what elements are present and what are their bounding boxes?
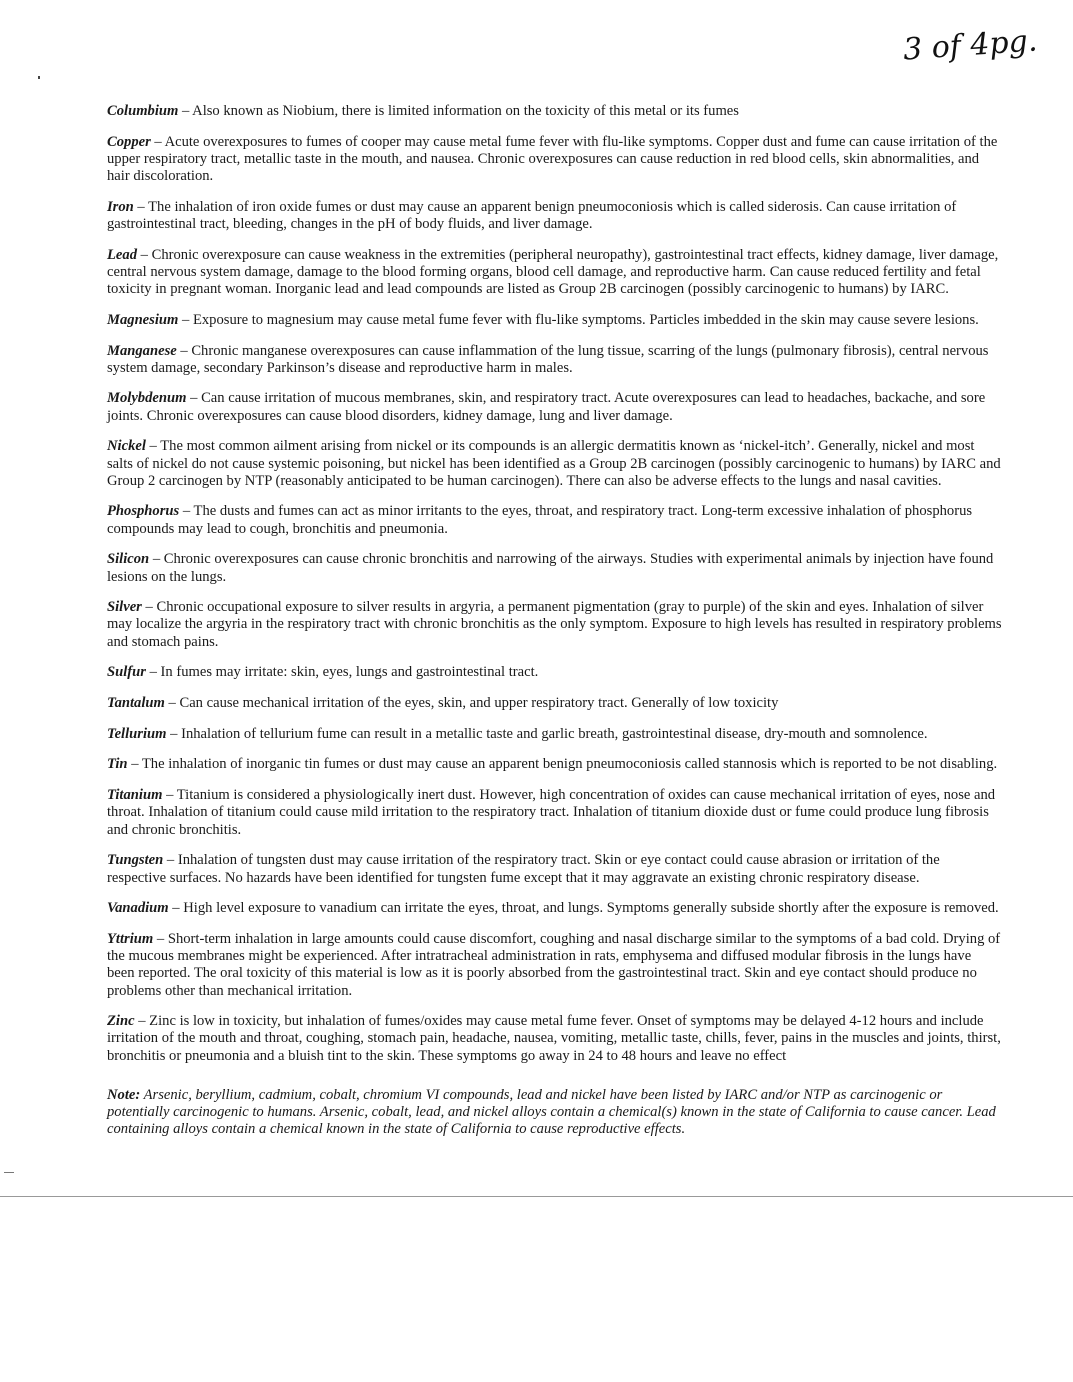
entry-term: Tellurium	[107, 725, 167, 742]
entry-manganese	[107, 343, 1002, 377]
entry-titanium	[107, 787, 1002, 839]
entry-lead	[107, 247, 1002, 299]
entry-tellurium	[107, 726, 1002, 743]
entry-term: Copper	[107, 133, 151, 150]
entry-term: Silicon	[107, 551, 150, 568]
entry-text: – Can cause irritation of mucous membranes, skin, and respiratory tract. Acute overexposures can lead to headaches, backache, and sore joints. Chronic overexposures can cause blood disorders, kidney damage, lung and liver damage.	[107, 390, 986, 424]
entry-text: – Acute overexposures to fumes of cooper may cause metal fume fever with flu-like symptoms. Copper dust and fume can cause irritation of the upper respiratory tract, metallic taste in the mouth, and nausea. Chronic overexposures can cause reduction in red blood cells, skin abnormalities, and hair discoloration.	[107, 133, 998, 185]
entry-text: – Titanium is considered a physiologically inert dust. However, high concentration of oxides can cause mechanical irritation of eyes, nose and throat. Inhalation of titanium could cause mild irritation to the respiratory tract. Inhalation of titanium dioxide dust or fume could produce lung fibrosis and chronic bronchitis.	[107, 787, 996, 838]
entry-text: – Chronic overexposures can cause chronic bronchitis and narrowing of the airways. Studies with experimental animals by injection have found lesions on the lungs.	[107, 551, 994, 585]
entry-text: – The inhalation of inorganic tin fumes or dust may cause an apparent benign pneumoconiosis called stannosis which is reported to be not disabling.	[127, 756, 998, 773]
entry-text: – Inhalation of tungsten dust may cause irritation of the respiratory tract. Skin or eye contact could cause abrasion or irritation of the respective surfaces. No hazards have been identified for tungsten fume except that it may aggravate an existing chronic respiratory disease.	[107, 852, 940, 886]
entry-term: Phosphorus	[107, 503, 180, 520]
scan-artifact-dot	[38, 76, 40, 79]
carcinogen-note	[107, 1087, 1002, 1139]
entry-molybdenum	[107, 390, 1002, 424]
entry-text: – Chronic manganese overexposures can cause inflammation of the lung tissue, scarring of the lungs (pulmonary fibrosis), central nervous system damage, secondary Parkinson’s disease and reproductive harm in males.	[107, 342, 989, 376]
entry-magnesium	[107, 312, 1002, 329]
entry-text: – Short-term inhalation in large amounts could cause discomfort, coughing and nasal discharge similar to the symptoms of a bad cold. Drying of the mucous membranes might be experienced. After intratracheal administration in rats, emphysema and diffused modular fibrosis in the lungs have been reported. The oral toxicity of this material is low as it is poorly absorbed from the gastrointestinal tract. Skin and eye contact should produce no problems other than mechanical irritation.	[107, 930, 1001, 999]
entry-term: Manganese	[107, 342, 177, 359]
entry-yttrium	[107, 931, 1002, 1000]
entry-silver	[107, 599, 1002, 651]
entry-text: – Also known as Niobium, there is limited information on the toxicity of this metal or its fumes	[178, 103, 739, 119]
entry-silicon	[107, 551, 1002, 585]
entry-term: Tungsten	[107, 852, 164, 869]
handwritten-page-number: 3 of 4pg.	[901, 23, 1039, 68]
entry-text: – Can cause mechanical irritation of the eyes, skin, and upper respiratory tract. Generally of low toxicity	[164, 695, 779, 712]
entry-text: – The inhalation of iron oxide fumes or dust may cause an apparent benign pneumoconiosis which is called siderosis. Can cause irritation of gastrointestinal tract, bleeding, changes in the pH of body fluids, and liver damage.	[107, 198, 957, 233]
entry-term: Iron	[107, 198, 134, 215]
entry-term: Silver	[107, 599, 142, 616]
entry-term: Tantalum	[107, 695, 165, 712]
entry-term: Yttrium	[107, 930, 154, 947]
entry-text: – High level exposure to vanadium can irritate the eyes, throat, and lungs. Symptoms generally subside shortly after the exposure is removed.	[168, 900, 999, 917]
entry-text: – In fumes may irritate: skin, eyes, lungs and gastrointestinal tract.	[145, 664, 539, 681]
entry-text: – Zinc is low in toxicity, but inhalation of fumes/oxides may cause metal fume fever. Onset of symptoms may be delayed 4-12 hours and include irritation of the mouth and throat, coughing, stomach pain, headache, nausea, vomiting, metallic taste, chills, fever, pains in the muscles and joints, thirst, bronchitis or pneumonia and a bluish tint to the skin. These symptoms go away in 24 to 48 hours and leave no effect	[107, 1013, 1001, 1064]
entry-text: – Chronic occupational exposure to silver results in argyria, a permanent pigmentation (gray to purple) of the skin and eyes. Inhalation of silver may localize the argyria in the respiratory tract with chronic bronchitis as the only symptom. Exposure to high levels has resulted in respiratory problems and stomach pains.	[107, 599, 1002, 650]
entry-term: Molybdenum	[107, 390, 187, 407]
entry-text: – The dusts and fumes can act as minor irritants to the eyes, throat, and respiratory tract. Long-term excessive inhalation of phosphorus compounds may lead to cough, bronchitis and pneumonia.	[107, 503, 973, 537]
entry-term: Magnesium	[107, 311, 179, 328]
entry-copper	[107, 134, 1002, 186]
entry-text: – Chronic overexposure can cause weakness in the extremities (peripheral neuropathy), gastrointestinal tract effects, kidney damage, liver damage, central nervous system damage, damage to the blood forming organs, blood cell damage, and reproductive harm. Can cause reduced fertility and fetal toxicity in pregnant woman. Inorganic lead and lead compounds are listed as Group 2B carcinogen (possibly carcinogenic to humans) by IARC.	[107, 246, 999, 298]
entry-nickel	[107, 438, 1002, 490]
entry-text: – The most common ailment arising from nickel or its compounds is an allergic dermatitis known as ‘nickel-itch’. Generally, nickel and most salts of nickel do not cause systemic poisoning, but nickel has been identified as a Group 2B carcinogen (possibly carcinogenic to humans) by IARC and Group 2 carcinogen by NTP (reasonably anticipated to be human carcinogen). There can also be adverse effects to the lungs and nasal cavities.	[107, 438, 1001, 489]
entry-text: – Inhalation of tellurium fume can result in a metallic taste and garlic breath, gastrointestinal disease, dry-mouth and somnolence.	[166, 725, 928, 742]
entry-term: Tin	[107, 756, 128, 773]
entry-text: – Exposure to magnesium may cause metal fume fever with flu-like symptoms. Particles imbedded in the skin may cause severe lesions.	[178, 311, 979, 328]
note-text: Arsenic, beryllium, cadmium, cobalt, chromium VI compounds, lead and nickel have been listed by IARC and/or NTP as carcinogenic or potentially carcinogenic to humans. Arsenic, cobalt, lead, and nickel alloys contain a chemical(s) known in the state of California to cause cancer. Lead containing alloys contain a chemical known in the state of California to cause reproductive effects.	[107, 1086, 996, 1138]
scan-artifact-line	[0, 1196, 1073, 1197]
entry-term: Sulfur	[107, 664, 146, 681]
entry-tin	[107, 756, 1002, 773]
entry-tungsten	[107, 852, 1002, 886]
document-body	[107, 103, 1002, 1153]
entry-tantalum	[107, 695, 1002, 712]
entry-term: Zinc	[107, 1013, 135, 1030]
entry-term: Vanadium	[107, 900, 169, 917]
entry-zinc	[107, 1013, 1002, 1065]
entry-term: Titanium	[107, 787, 163, 804]
entry-term: Lead	[107, 246, 137, 263]
entry-columbium	[107, 103, 1002, 120]
entry-term: Nickel	[107, 438, 146, 455]
scan-artifact-tick	[4, 1172, 14, 1173]
entry-phosphorus	[107, 503, 1002, 537]
note-label: Note:	[107, 1086, 141, 1103]
entry-iron	[107, 199, 1002, 233]
entry-vanadium	[107, 900, 1002, 917]
entry-term: Columbium	[107, 103, 179, 119]
entry-sulfur	[107, 664, 1002, 681]
